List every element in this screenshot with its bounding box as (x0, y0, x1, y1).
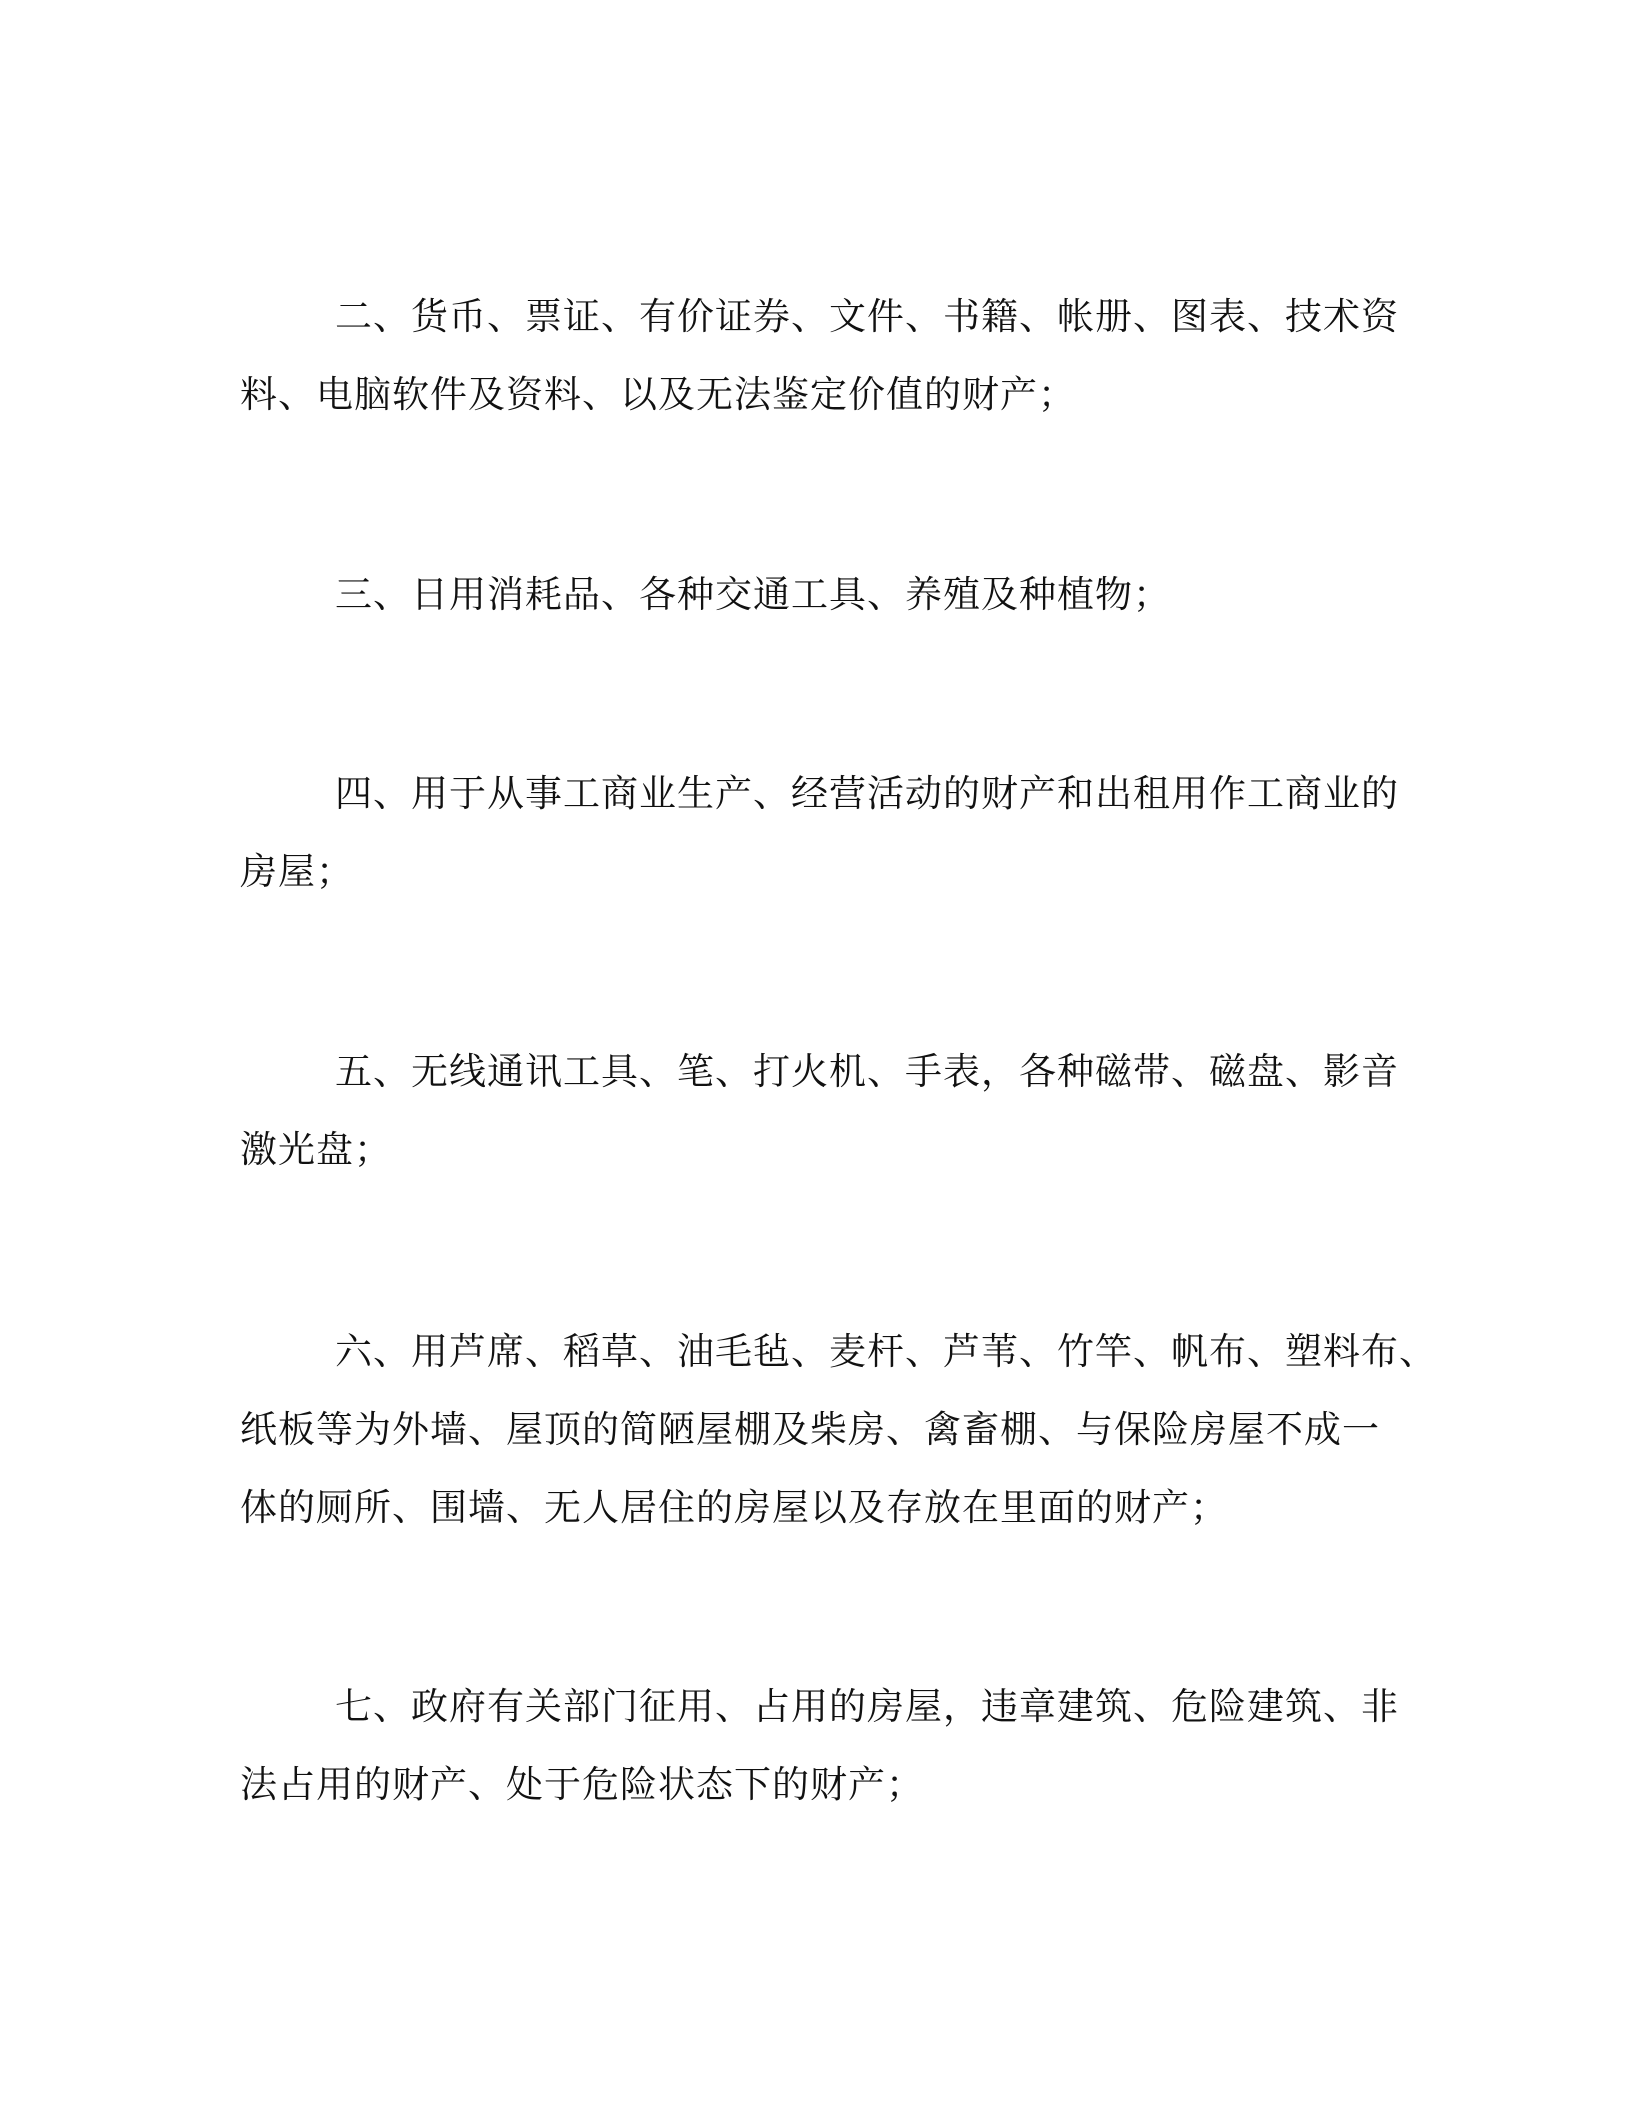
clause-4-paragraph (240, 755, 1399, 911)
clause-7-paragraph (240, 1668, 1399, 1824)
clause-5-line-2: 激光盘； (240, 1128, 392, 1171)
clause-5-line-1: 五、无线通讯工具、笔、打火机、手表，各种磁带、磁盘、影音 (335, 1050, 1399, 1093)
clause-6-line-2: 纸板等为外墙、屋顶的简陋屋棚及柴房、禽畜棚、与保险房屋不成一 (240, 1408, 1380, 1451)
clause-6-line-3: 体的厕所、围墙、无人居住的房屋以及存放在里面的财产； (240, 1486, 1228, 1529)
clause-5-paragraph (240, 1033, 1399, 1189)
clause-4-line-2: 房屋； (240, 850, 354, 893)
clause-2-line-1: 二、货币、票证、有价证券、文件、书籍、帐册、图表、技术资 (335, 295, 1399, 338)
clause-3-line-1: 三、日用消耗品、各种交通工具、养殖及种植物； (335, 573, 1171, 616)
clause-7-line-1: 七、政府有关部门征用、占用的房屋，违章建筑、危险建筑、非 (335, 1685, 1399, 1728)
clause-3-paragraph (240, 556, 1390, 634)
clause-6-paragraph (240, 1313, 1437, 1547)
clause-2-line-2: 料、电脑软件及资料、以及无法鉴定价值的财产； (240, 373, 1076, 416)
clause-7-line-2: 法占用的财产、处于危险状态下的财产； (240, 1763, 924, 1806)
clause-4-line-1: 四、用于从事工商业生产、经营活动的财产和出租用作工商业的 (335, 772, 1399, 815)
clause-2-paragraph (240, 278, 1399, 434)
clause-6-line-1: 六、用芦席、稻草、油毛毡、麦杆、芦苇、竹竿、帆布、塑料布、 (335, 1330, 1437, 1373)
